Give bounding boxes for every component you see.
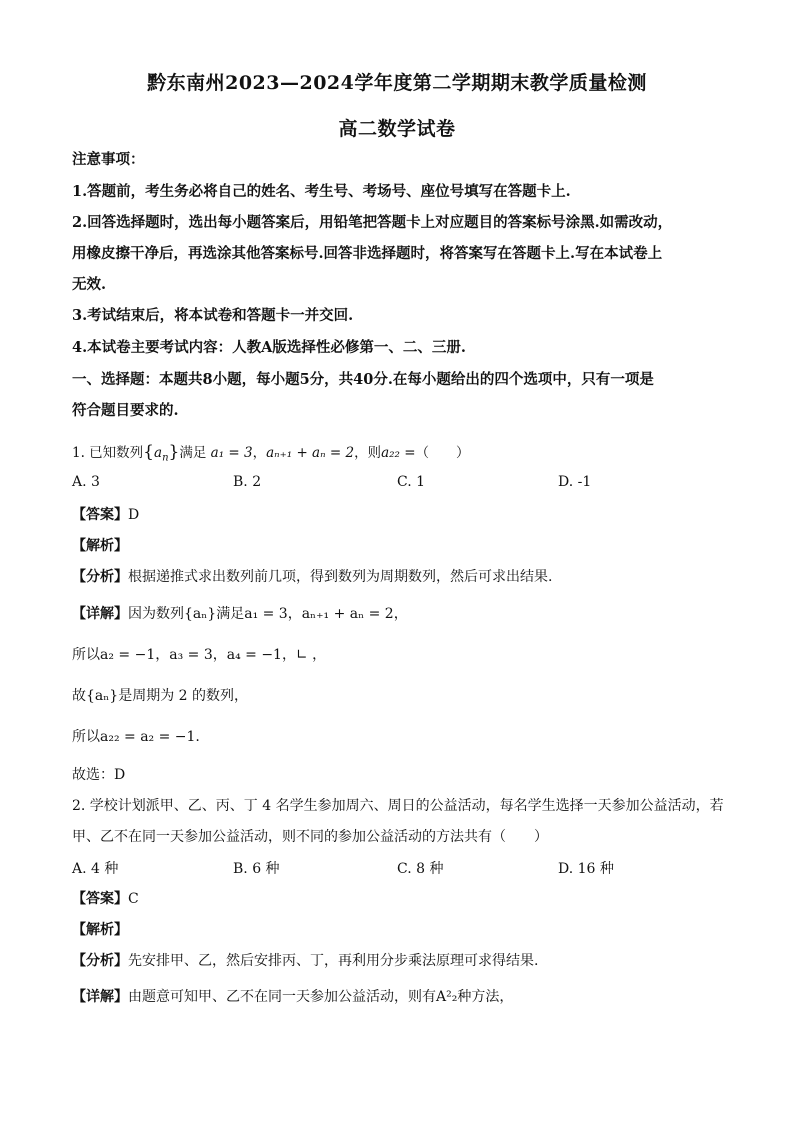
question-1-stem [72, 442, 732, 463]
q2-fenxi-row [72, 951, 732, 971]
q1-ask: a₂₂ = [381, 445, 416, 461]
notice-item-2-line-2: 用橡皮擦干净后，再选涂其他答案标号.回答非选择题时，将答案写在答题卡上.写在本试卷上 [72, 245, 663, 262]
q1-option-c: C. 1 [397, 474, 426, 490]
q1-xiangjie: 因为数列{aₙ}满足a₁ = 3，aₙ₊₁ + aₙ = 2， [128, 606, 408, 622]
q1-step-2: 故{aₙ}是周期为 2 的数列， [72, 688, 249, 704]
q1-choice: 故选：D [72, 767, 126, 783]
notice-item-4: 4.本试卷主要考试内容：人教A版选择性必修第一、二、三册. [72, 339, 466, 356]
q1-analysis-tag: 【解析】 [72, 538, 128, 554]
q1-option-d: D. -1 [558, 474, 592, 490]
q2-xiangjie-row [72, 987, 732, 1007]
q1-seq-sub: n [162, 452, 169, 464]
q2-answer-tag: 【答案】 [72, 891, 128, 907]
q2-option-a: A. 4 种 [72, 861, 119, 877]
notice-heading: 注意事项： [72, 151, 145, 168]
q1-condition-1: a₁ = 3 [210, 445, 253, 461]
question-2-line-2: 甲、乙不在同一天参加公益活动，则不同的参加公益活动的方法共有（ ） [72, 829, 548, 845]
q1-fenxi: 根据递推式求出数列前几项，得到数列为周期数列，然后可求出结果. [128, 569, 553, 585]
q2-answer-row [72, 889, 732, 909]
q2-answer: C [128, 891, 139, 907]
q1-xiangjie-tag: 【详解】 [72, 606, 128, 622]
q2-option-c: C. 8 种 [397, 861, 444, 877]
q1-fenxi-tag: 【分析】 [72, 569, 128, 585]
q1-answer-tag: 【答案】 [72, 507, 128, 523]
q1-paren: （ ） [415, 445, 470, 461]
q1-prefix: 1. 已知数列 [72, 445, 144, 461]
q1-answer: D [128, 507, 140, 523]
q2-analysis-tag: 【解析】 [72, 922, 128, 938]
section-1-line-1: 一、选择题：本题共8小题，每小题5分，共40分.在每小题给出的四个选项中，只有一项是 [72, 371, 654, 388]
notice-item-2-line-3: 无效. [72, 276, 107, 293]
notice-item-2-line-1: 2.回答选择题时，选出每小题答案后，用铅笔把答题卡上对应题目的答案标号涂黑.如需改动， [72, 214, 673, 231]
q1-seq-symbol: a [154, 445, 163, 461]
q1-brace-open: { [143, 442, 154, 462]
q2-option-d: D. 16 种 [558, 861, 614, 877]
q1-option-b: B. 2 [233, 474, 262, 490]
q1-brace-close: } [168, 442, 180, 462]
question-2-line-1: 2. 学校计划派甲、乙、丙、丁 4 名学生参加周六、周日的公益活动，每名学生选择一天参加公益活动，若 [72, 798, 724, 814]
q1-fenxi-row [72, 567, 732, 587]
q1-step-3: 所以a₂₂ = a₂ = −1. [72, 729, 200, 745]
q1-condition-2: aₙ₊₁ + aₙ = 2 [266, 445, 355, 461]
section-1-line-2: 符合题目要求的. [72, 402, 179, 419]
q1-answer-row [72, 505, 732, 525]
q1-mid2: ，则 [354, 445, 382, 461]
q1-step-1: 所以a₂ = −1，a₃ = 3，a₄ = −1，∟ ， [72, 647, 327, 663]
q2-fenxi: 先安排甲、乙，然后安排丙、丁，再利用分步乘法原理可求得结果. [128, 953, 539, 969]
notice-item-1: 1.答题前，考生务必将自己的姓名、考生号、考场号、座位号填写在答题卡上. [72, 183, 571, 200]
notice-item-3: 3.考试结束后，将本试卷和答题卡一并交回. [72, 307, 354, 324]
q1-mid1: 满足 [179, 445, 207, 461]
q2-xiangjie: 由题意可知甲、乙不在同一天参加公益活动，则有A²₂种方法， [128, 989, 514, 1005]
page-title: 黔东南州2023—2024学年度第二学期期末教学质量检测 [147, 72, 647, 94]
q1-option-a: A. 3 [72, 474, 100, 490]
page-subtitle: 高二数学试卷 [338, 118, 456, 140]
q2-option-b: B. 6 种 [233, 861, 280, 877]
q1-comma: ， [252, 445, 267, 461]
q2-fenxi-tag: 【分析】 [72, 953, 128, 969]
q2-xiangjie-tag: 【详解】 [72, 989, 128, 1005]
q1-xiangjie-row [72, 604, 732, 624]
